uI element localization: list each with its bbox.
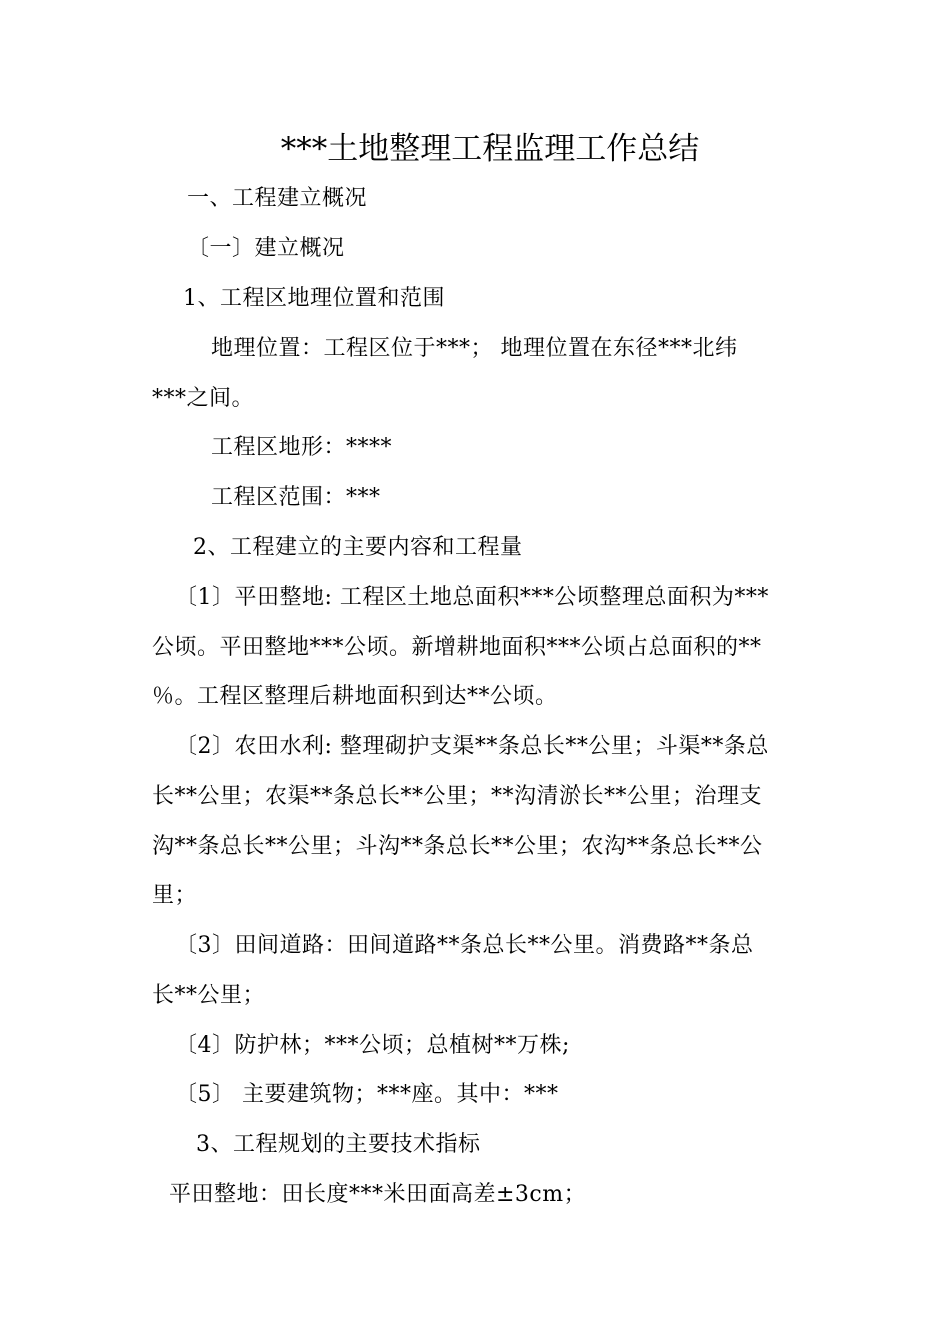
paragraph-buildings: 〔5〕 主要建筑物；***座。其中：*** xyxy=(175,1082,559,1107)
paragraph-location-line1: 地理位置：工程区位于***； 地理位置在东径***北纬 xyxy=(211,336,738,361)
paragraph-forest: 〔4〕防护林；***公顷；总植树**万株; xyxy=(175,1033,570,1058)
paragraph-location-line2: ***之间。 xyxy=(152,386,255,411)
item-heading-indicators: 3、工程规划的主要技术指标 xyxy=(196,1132,481,1157)
document-title: ***土地整理工程监理工作总结 xyxy=(280,131,700,167)
paragraph-water-line4: 里； xyxy=(152,883,198,908)
paragraph-land-line3: ％。工程区整理后耕地面积到达**公顷。 xyxy=(152,684,558,709)
paragraph-land-line2: 公顷。平田整地***公顷。新增耕地面积***公顷占总面积的** xyxy=(152,635,762,660)
paragraph-terrain: 工程区地形：**** xyxy=(211,435,393,460)
paragraph-land-line1: 〔1〕平田整地: 工程区土地总面积***公顷整理总面积为*** xyxy=(175,585,769,610)
paragraph-water-line3: 沟**条总长**公里；斗沟**条总长**公里；农沟**条总长**公 xyxy=(152,834,763,859)
item-heading-location: 1、工程区地理位置和范围 xyxy=(183,286,445,311)
subsection-heading-overview: 〔一〕建立概况 xyxy=(187,236,345,261)
section-heading-overview: 一、工程建立概况 xyxy=(187,186,368,211)
paragraph-indicators: 平田整地：田长度***米田面高差±3cm； xyxy=(169,1182,587,1207)
paragraph-range: 工程区范围：*** xyxy=(211,485,381,510)
item-heading-contents: 2、工程建立的主要内容和工程量 xyxy=(193,535,523,560)
paragraph-roads-line2: 长**公里； xyxy=(152,983,266,1008)
paragraph-roads-line1: 〔3〕田间道路：田间道路**条总长**公里。消费路**条总 xyxy=(175,933,754,958)
paragraph-water-line1: 〔2〕农田水利: 整理砌护支渠**条总长**公里；斗渠**条总 xyxy=(175,734,769,759)
paragraph-water-line2: 长**公里；农渠**条总长**公里；**沟清淤长**公里；治理支 xyxy=(152,784,763,809)
